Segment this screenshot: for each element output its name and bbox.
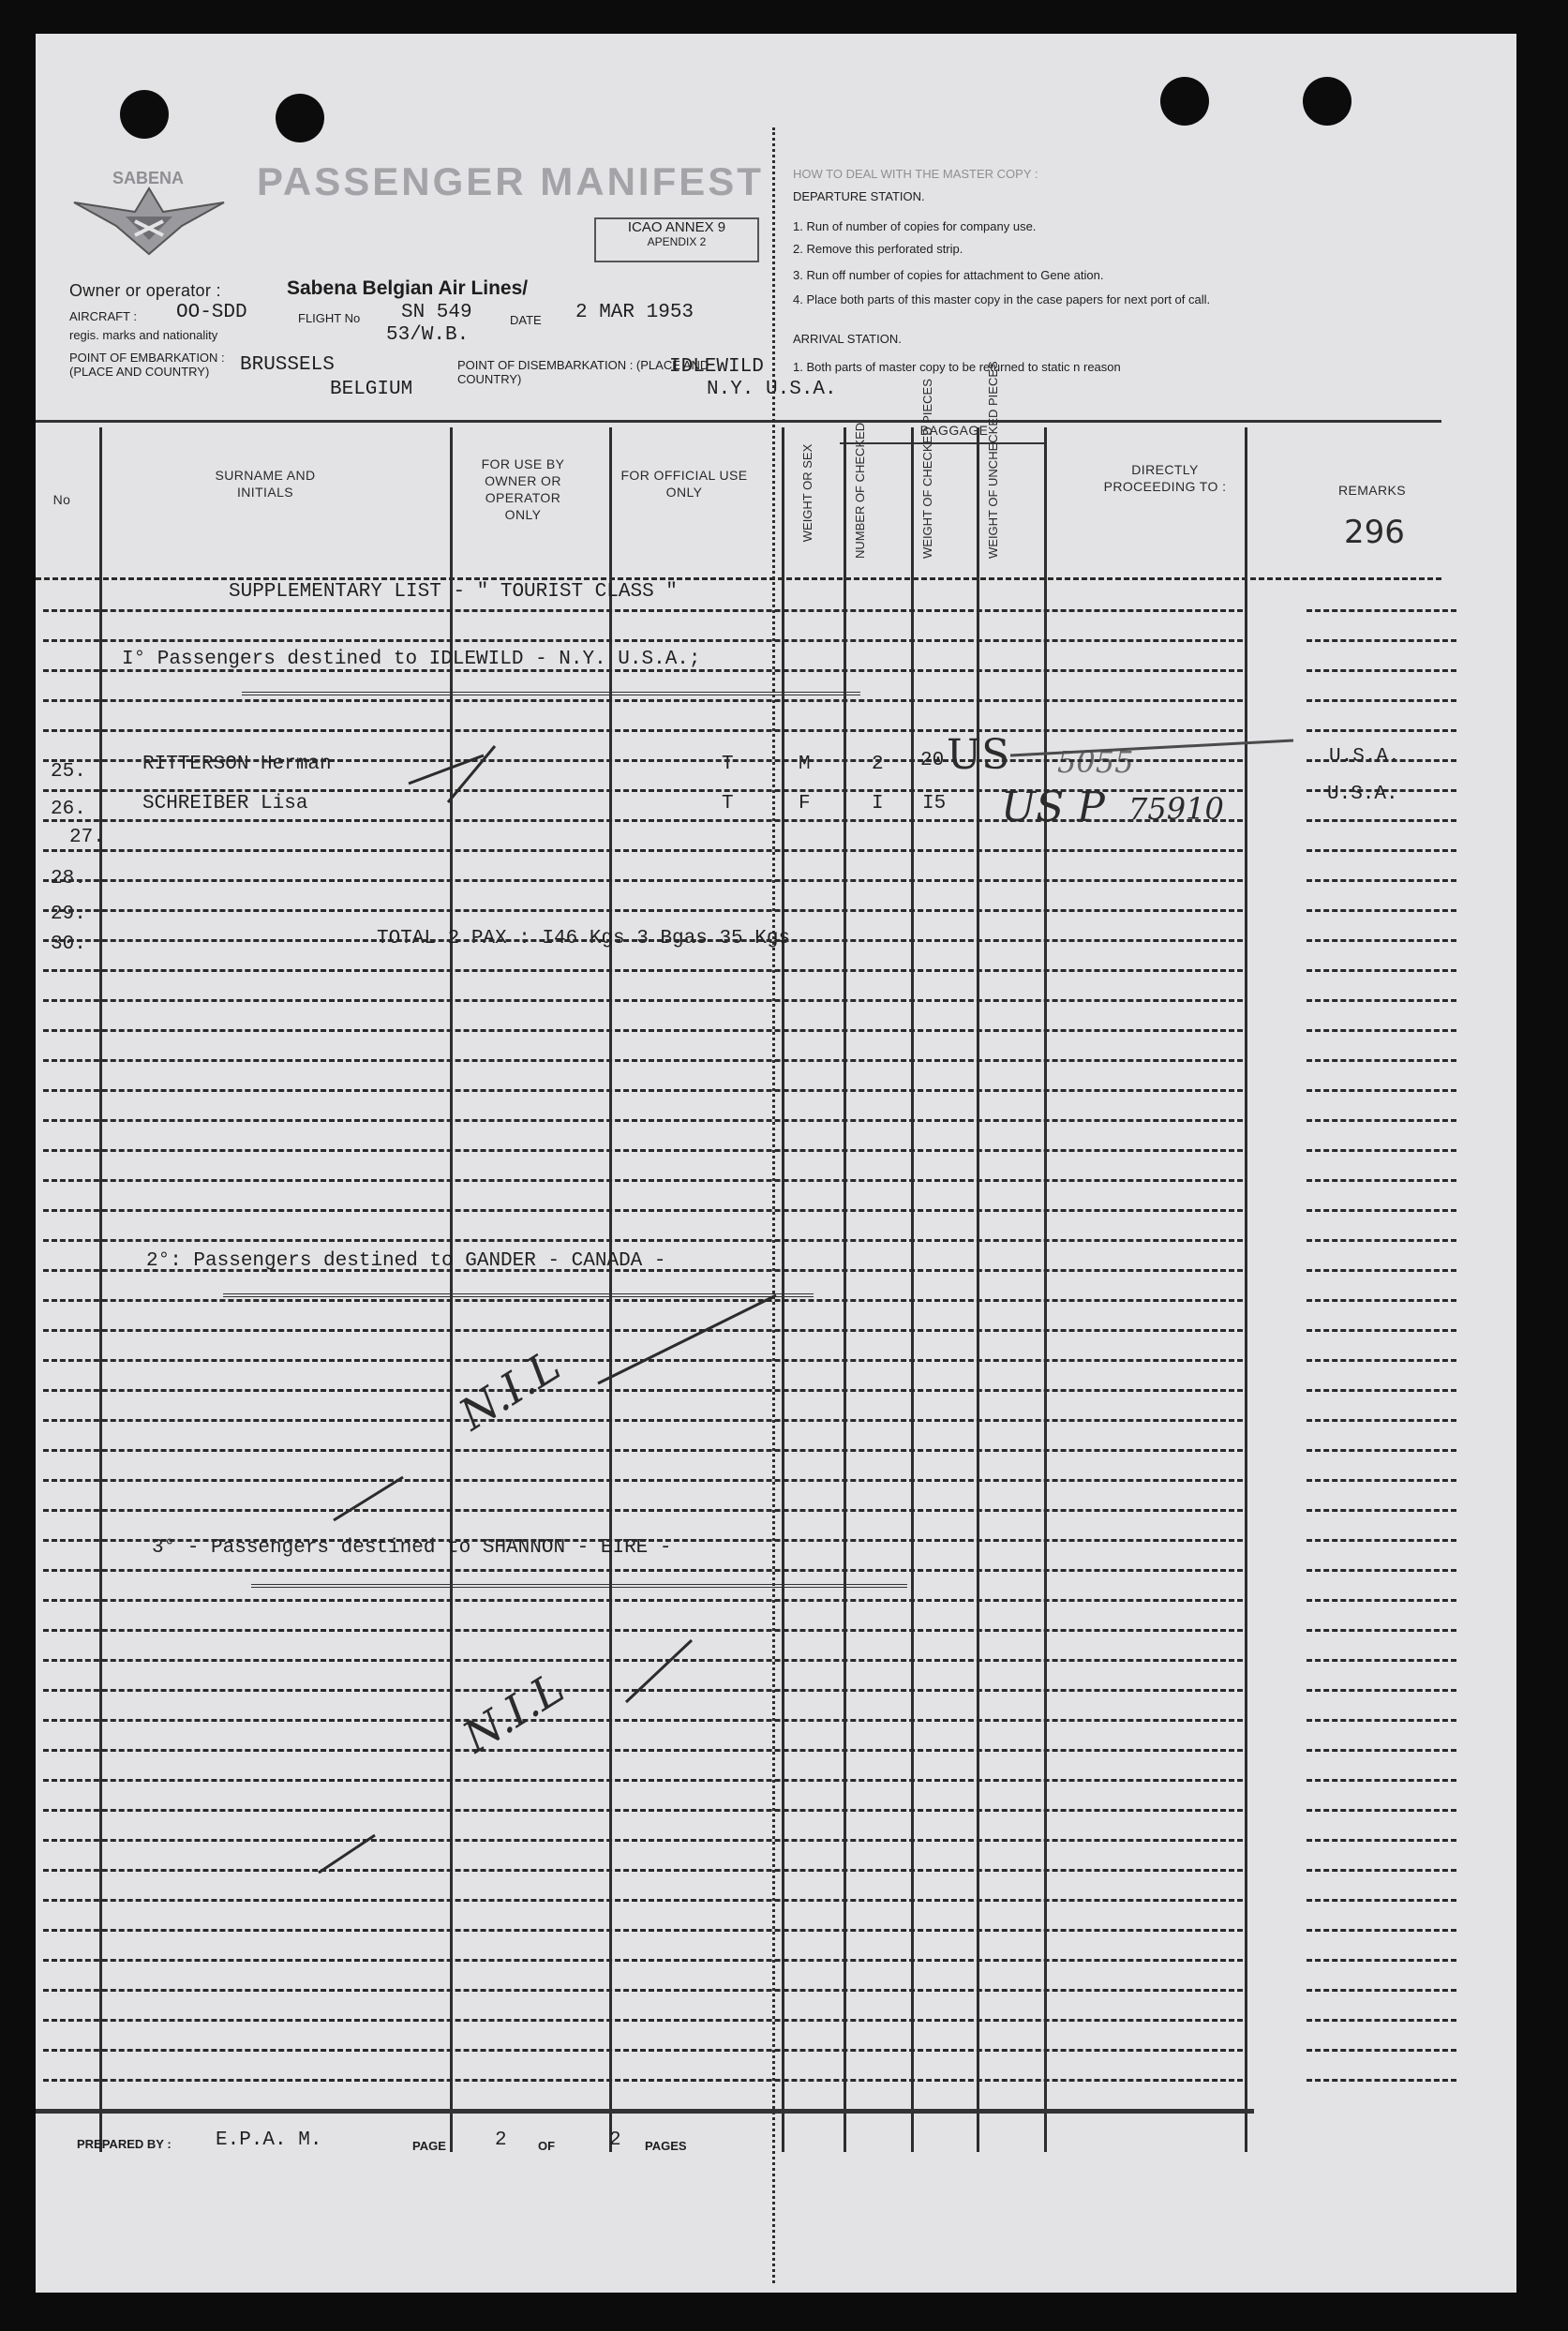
row-rule [1307,1779,1456,1782]
handwritten-strokes [36,34,1516,2293]
row-rule [43,1989,1243,1992]
row-rule [43,2019,1243,2022]
row-number: 28. [51,868,86,889]
row-rule [43,729,1243,732]
row-rule [1307,849,1456,852]
date-label: DATE [510,313,542,327]
flight-date: 2 MAR 1953 [575,302,694,323]
prepared-by-label: PREPARED BY : [77,2137,172,2151]
point-of-embarkation-label: POINT OF EMBARKATION : (PLACE AND COUNTRY) [69,351,225,379]
page-number: 2 [495,2129,507,2151]
disembarkation-city: IDLEWILD [669,356,764,378]
row-rule [43,1809,1243,1812]
embarkation-country: BELGIUM [330,379,413,400]
row-rule [1307,1659,1456,1662]
row-rule [43,1779,1243,1782]
row-rule [1307,759,1456,762]
row-rule [43,1449,1243,1452]
col-header-no: No [52,492,71,507]
row-rule [1307,609,1456,612]
section-3-heading: 3° - Passengers destined to SHANNON - EIRE - [152,1537,672,1559]
row-rule [1307,729,1456,732]
row-rule [43,1179,1243,1182]
disembarkation-country: N.Y. U.S.A. [707,379,837,400]
col-header-surname: SURNAME AND INITIALS [215,468,316,500]
col-header-weight-sex: WEIGHT OR SEX [800,443,814,543]
row-rule [43,1029,1243,1032]
row-rule [43,1209,1243,1212]
bag-weight: I5 [922,793,947,814]
nil-mark: N.I.L [450,1339,569,1441]
row-rule [43,1569,1243,1572]
row-rule [1307,1839,1456,1842]
form-title: PASSENGER MANIFEST [257,159,764,203]
footer-rule [36,2109,1254,2114]
row-rule [43,1509,1243,1512]
visa-note: US P [1001,784,1105,831]
row-rule [1307,999,1456,1002]
row-rule [1307,1749,1456,1752]
col-header-weight-checked: WEIGHT OF CHECKED PIECES [920,379,934,559]
icao-annex: ICAO ANNEX 9 [627,219,726,235]
row-number: 25. [51,761,86,783]
departure-station-heading: DEPARTURE STATION. [793,189,925,203]
instruction-5: 1. Both parts of master copy to be returned to static n reason [793,360,1121,374]
row-number: 29. [51,904,86,925]
supplementary-list-heading: SUPPLEMENTARY LIST - " TOURIST CLASS " [229,581,678,603]
prepared-by-value: E.P.A. M. [216,2129,322,2151]
row-rule [1307,1869,1456,1872]
row-rule [1307,1929,1456,1932]
row-rule [1307,1329,1456,1332]
visa-note: US [947,731,1010,779]
row-rule [1307,1509,1456,1512]
row-number: 26. [51,799,86,820]
row-number: 30. [51,934,86,955]
row-rule [1307,1959,1456,1962]
row-rule [1307,1419,1456,1422]
row-rule [43,969,1243,972]
regis-label: regis. marks and nationality [69,328,218,342]
row-rule [1307,1809,1456,1812]
flight-number-label: FLIGHT No [298,311,361,325]
row-rule [43,909,1243,912]
page-total: 2 [609,2129,621,2151]
row-rule [43,1239,1243,1242]
row-rule [1307,2049,1456,2052]
row-rule [1307,1059,1456,1062]
row-rule [1307,1089,1456,1092]
section-1-heading: I° Passengers destined to IDLEWILD - N.Y. U.S.A.; [122,649,701,670]
manifest-sheet [36,34,1516,2293]
row-rule [43,999,1243,1002]
row-rule [1307,1299,1456,1302]
row-rule [43,1659,1243,1662]
row-rule [1307,909,1456,912]
total-line: TOTAL 2 PAX : I46 Kgs 3 Bgas 35 Kgs [377,928,791,949]
row-rule [1307,1389,1456,1392]
pages-label: PAGES [645,2139,687,2153]
visa-number: 5055 [1057,744,1134,780]
row-rule [1307,879,1456,882]
row-rule [1307,1479,1456,1482]
row-rule [1307,1689,1456,1692]
page-label: PAGE [412,2139,446,2153]
row-rule [43,1599,1243,1602]
row-rule [43,1899,1243,1902]
row-rule [43,849,1243,852]
aircraft-label: AIRCRAFT : [69,309,137,323]
row-rule [43,1389,1243,1392]
row-rule [43,1419,1243,1422]
row-rule [1307,2079,1456,2082]
row-rule [43,1059,1243,1062]
row-rule [1307,1539,1456,1542]
row-rule [1307,1269,1456,1272]
instruction-1: 1. Run of number of copies for company use. [793,219,1037,233]
arrival-station-heading: ARRIVAL STATION. [793,332,902,346]
row-rule [1307,1029,1456,1032]
passenger-class: T [722,754,734,775]
col-header-remarks: REMARKS [1337,483,1407,498]
row-rule [1307,1449,1456,1452]
row-rule [1307,1359,1456,1362]
row-rule [1307,1629,1456,1632]
visa-number: 75910 [1128,791,1224,827]
row-rule [1307,819,1456,822]
row-rule [43,819,1243,822]
row-rule [1307,1179,1456,1182]
row-rule [1307,1719,1456,1722]
row-rule [1307,1239,1456,1242]
of-label: OF [538,2139,556,2153]
col-header-proceeding: DIRECTLY PROCEEDING TO : [1103,462,1227,494]
row-rule [43,699,1243,702]
row-rule [43,1089,1243,1092]
col-header-baggage: BAGGAGE [919,423,989,438]
row-rule [1307,1149,1456,1152]
bag-weight: 20 [920,750,945,771]
row-rule [43,789,1243,792]
row-rule [43,1869,1243,1872]
nil-mark: N.I.L [454,1662,573,1763]
row-rule [1307,1119,1456,1122]
row-rule [43,939,1243,942]
row-rule [43,879,1243,882]
logo-text: SABENA [112,169,185,187]
section-2-heading: 2°: Passengers destined to GANDER - CANADA - [146,1250,666,1272]
bags-checked: 2 [872,754,884,775]
row-rule [43,1359,1243,1362]
row-rule [43,669,1243,672]
row-rule [43,2049,1243,2052]
remarks: U.S.A. [1327,784,1398,805]
bags-checked: I [872,793,884,814]
row-rule [1307,1569,1456,1572]
passenger-name: RITTERSON Herman [142,754,332,775]
col-header-owner-use: FOR USE BY OWNER OR OPERATOR ONLY [481,456,565,522]
passenger-class: T [722,793,734,814]
owner-label: Owner or operator : [69,281,221,300]
row-rule [1307,699,1456,702]
row-rule [1307,639,1456,642]
instruction-4: 4. Place both parts of this master copy in the case papers for next port of call. [793,292,1211,306]
flight-code: 53/W.B. [386,324,470,346]
row-rule [43,1119,1243,1122]
page-stamp-number: 296 [1344,514,1405,551]
col-header-number-checked: NUMBER OF CHECKED [853,422,867,559]
row-number: 27. [69,827,105,848]
icao-appendix: APENDIX 2 [647,235,707,248]
aircraft-registration: OO-SDD [176,302,247,323]
row-rule [43,1749,1243,1752]
owner-value: Sabena Belgian Air Lines/ [287,277,529,299]
row-rule [43,1719,1243,1722]
col-header-official-use: FOR OFFICIAL USE ONLY [620,468,748,500]
row-rule [1307,1899,1456,1902]
passenger-name: SCHREIBER Lisa [142,793,308,814]
instruction-3: 3. Run off number of copies for attachment to Gene ation. [793,268,1104,282]
row-rule [1307,939,1456,942]
passenger-sex: F [799,793,811,814]
row-rule [43,1929,1243,1932]
row-rule [1307,2019,1456,2022]
row-rule [1307,789,1456,792]
remarks: U.S.A. [1329,746,1400,768]
row-rule [43,1479,1243,1482]
row-rule [43,1329,1243,1332]
row-rule [43,1269,1243,1272]
row-rule [43,1689,1243,1692]
point-of-disembarkation-label: POINT OF DISEMBARKATION : (PLACE AND COUNTRY) [457,358,709,386]
flight-number: SN 549 [401,302,472,323]
row-rule [43,1299,1243,1302]
instruction-2: 2. Remove this perforated strip. [793,242,963,256]
row-rule [43,759,1243,762]
row-rule [43,1539,1243,1542]
row-rule [1307,1989,1456,1992]
row-rule [43,1959,1243,1962]
embarkation-city: BRUSSELS [240,354,335,376]
row-rule [43,609,1243,612]
row-rule [43,2079,1243,2082]
row-rule [43,1149,1243,1152]
row-rule [43,1629,1243,1632]
col-header-weight-unchecked: WEIGHT OF UNCHECKED PIECES [986,361,1000,559]
row-rule [1307,1599,1456,1602]
instructions-heading: HOW TO DEAL WITH THE MASTER COPY : [793,167,1038,181]
row-rule [43,639,1243,642]
row-rule [1307,969,1456,972]
passenger-sex: M [799,754,811,775]
row-rule [1307,669,1456,672]
row-rule [43,1839,1243,1842]
row-rule [1307,1209,1456,1212]
